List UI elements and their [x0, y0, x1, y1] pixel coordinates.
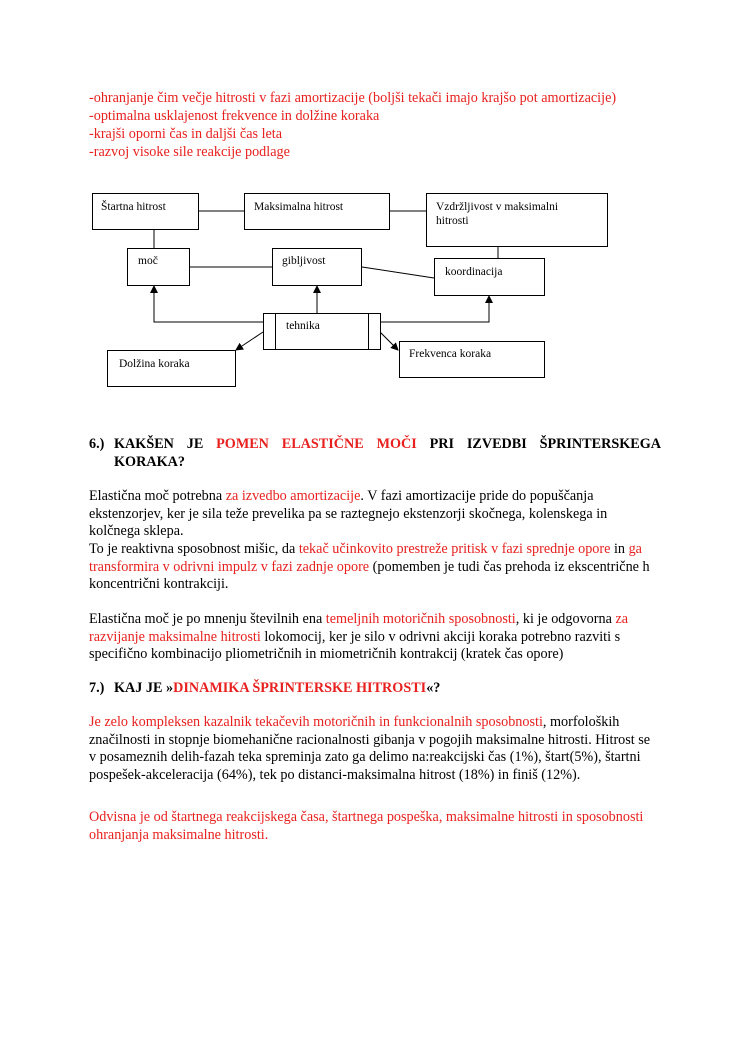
question-number: 7.) [89, 680, 105, 696]
question-7: 7.) KAJ JE »DINAMIKA ŠPRINTERSKE HITROSTI«? [89, 680, 441, 696]
question-6: 6.) KAKŠEN JE POMEN ELASTIČNE MOČI PRI IZVEDBI ŠPRINTERSKEGA KORAKA? [89, 436, 661, 470]
list-item: -razvoj visoke sile reakcije podlage [89, 144, 290, 160]
paragraph-reactive-ability: To je reaktivna sposobnost mišic, da tekač učinkovito prestreže pritisk v fazi sprednje opore in ga transformira v odrivni impulz v fazi zadnje opore (pomemben je tudi čas prehoda iz ekscentrične h koncentrični kontrakciji. [89, 541, 650, 593]
connector [380, 332, 398, 350]
box-max-speed: Maksimalna hitrost [244, 193, 390, 230]
box-step-frequency: Frekvenca koraka [399, 341, 545, 378]
technique-right-bar [368, 314, 369, 349]
list-item: -ohranjanje čim večje hitrosti v fazi amortizacije (boljši tekači imajo krajšo pot amortizacije) [89, 90, 617, 106]
connector [362, 267, 434, 278]
box-start-speed: Štartna hitrost [92, 193, 199, 230]
box-endurance: Vzdržljivost v maksimalni hitrosti [426, 193, 608, 247]
connector [154, 286, 263, 322]
paragraph-elastic-power: Elastična moč potrebna za izvedbo amortizacije. V fazi amortizacije pride do popuščanja ekstenzorjev, ker je sila teže prevelika pa se raztegnejo ekstenzorji skočnega, kolenskega in kolčnega sklepa. [89, 488, 608, 540]
question-6-line2: KORAKA? [114, 453, 185, 470]
box-flexibility: gibljivost [272, 248, 362, 286]
paragraph-dependence: Odvisna je od štartnega reakcijskega časa, štartnega pospeška, maksimalne hitrosti in sposobnosti ohranjanja maksimalne hitrosti. [89, 809, 644, 843]
question-number: 6.) [89, 436, 105, 452]
box-coordination: koordinacija [434, 258, 545, 296]
paragraph-sprint-dynamics: Je zelo kompleksen kazalnik tekačevih motoričnih in funkcionalnih sposobnosti, morfoloških značilnosti in stopnje biomehanične racionalnosti gibanja v pogojih maksimalne hitrosti. Hitrost se v posameznih delih-fazah teka spreminja zato ga delimo na:reakcijski čas (1%), štart(5%), štartni pospešek-akceleracija (64%), tek po distanci-maksimalna hitrost (18%) in finiš (12%). [89, 714, 651, 783]
paragraph-motor-abilities: Elastična moč je po mnenju številnih ena temeljnih motoričnih sposobnosti, ki je odgovorna za razvijanje maksimalne hitrosti lokomocij, ker je silo v odrivni akciji koraka potrebno razviti s specifično kombinacijo pliometričnih in miometričnih kontrakcij (kratek čas opore) [89, 611, 629, 663]
connector [380, 296, 489, 322]
technique-left-bar [275, 314, 276, 349]
list-item: -krajši oporni čas in daljši čas leta [89, 126, 283, 142]
box-technique: tehnika [263, 313, 381, 350]
box-step-length: Dolžina koraka [107, 350, 236, 387]
list-item: -optimalna usklajenost frekvence in dolžine koraka [89, 108, 380, 124]
connector [236, 332, 263, 350]
box-power: moč [127, 248, 190, 286]
